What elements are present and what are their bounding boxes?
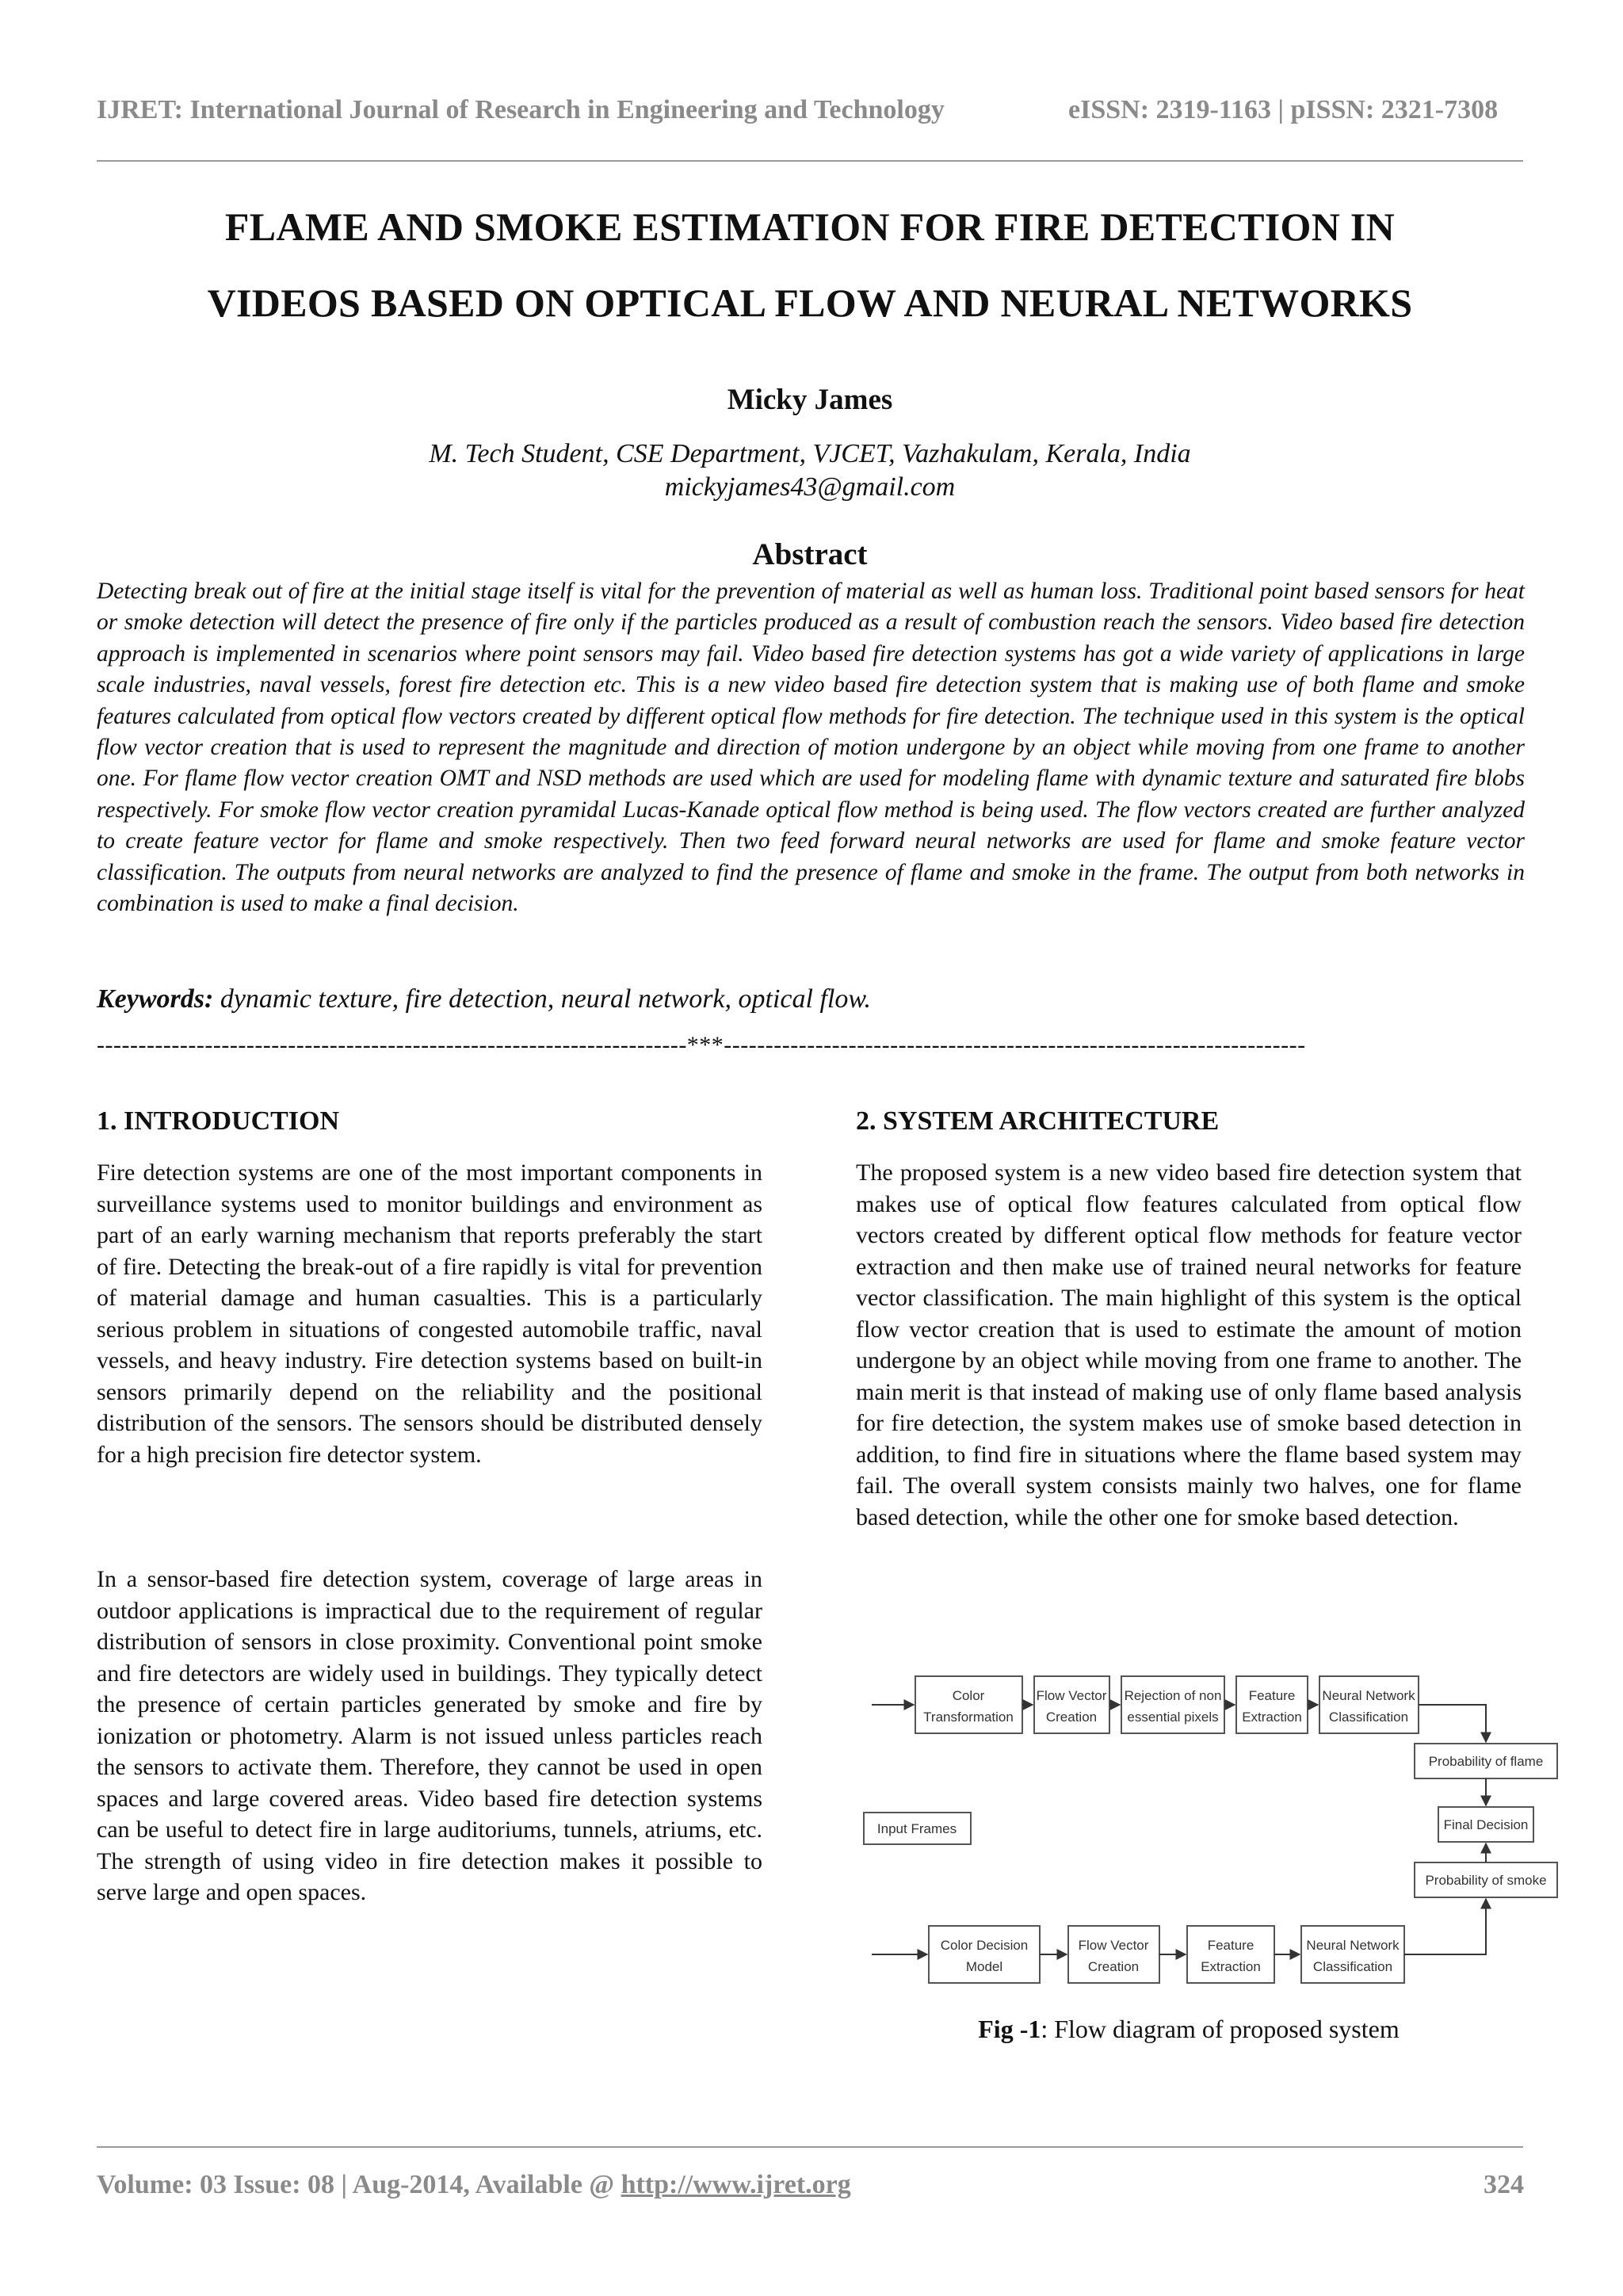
abstract-text: Detecting break out of fire at the initial stage itself is vital for the prevention of material as well as human loss. Traditional point based sensors for heat or smoke detection will detect the presence of fire only if the particles produced as a result of combustion reach the sensors. Video based fire detection approach is implemented in scenarios where point sensors may fail. Video based fire detection systems has got a wide variety of applications in large scale industries, naval vessels, forest fire detection etc. This is a new video based fire detection system that is making use of both flame and smoke features calculated from optical flow vectors created by different optical flow methods for fire detection. The technique used in this system is the optical flow vector creation that is used to represent the magnitude and direction of motion undergone by an object while moving from one frame to another one. For flame flow vector creation OMT and NSD methods are used which are used for modeling flame with dynamic texture and saturated fire blobs respectively. For smoke flow vector creation pyramidal Lucas-Kanade optical flow method is being used. The flow vectors created are further analyzed to create feature vector for flame and smoke respectively. Then two feed forward neural networks are used for flame and smoke feature vector classification. The outputs from neural networks are analyzed to find the presence of flame and smoke in the frame. The output from both networks in combination is used to make a final decision.: [97, 579, 1525, 917]
section-1-para-1: Fire detection systems are one of the most important components in surveillance systems used to monitor buildings and environment as part of an early warning mechanism that reports preferably the start of fire. Detecting the break-out of a fire rapidly is vital for prevention of material damage and human casualties. This is a particularly serious problem in situations of congested automobile traffic, naval vessels, and heavy industry. Fire detection systems based on built-in sensors primarily depend on the reliability and the positional distribution of the sensors. The sensors should be distributed densely for a high precision fire detector system.: [97, 1159, 762, 1468]
box-rejection-pixels: [1121, 1676, 1224, 1733]
box-final-text: Final Decision: [1443, 1817, 1529, 1832]
box-flow-vector-bottom-l2: Creation: [1087, 1959, 1140, 1974]
flow-diagram: [856, 1648, 1547, 2005]
box-neural-network-bottom: [1301, 1926, 1404, 1983]
section-2-para-1: The proposed system is a new video based fire detection system that makes use of optical flow features calculated from optical flow vectors created by different optical flow methods for feature vector extraction and then make use of trained neural networks for feature vector classification. The main highlight of this system is the optical flow vector creation that is used to estimate the amount of motion undergone by an object while moving from one frame to another. The main merit is that instead of making use of only flame based analysis for fire detection, the system makes use of smoke based detection in addition, to find fire in situations where the flame based system may fail. The overall system consists mainly two halves, one for flame based detection, while the other one for smoke based detection.: [856, 1159, 1522, 1530]
box-rejection-l2: essential pixels: [1127, 1710, 1219, 1725]
abstract-heading: Abstract: [752, 537, 868, 571]
box-flow-vector-bottom-l1: Flow Vector: [1078, 1938, 1149, 1953]
box-feature-top-l1: Feature: [1248, 1688, 1296, 1703]
keywords-text: dynamic texture, fire detection, neural network, optical flow.: [213, 984, 871, 1014]
journal-name: IJRET: International Journal of Research in Engineering and Technology: [97, 95, 945, 124]
title-line-2: VIDEOS BASED ON OPTICAL FLOW AND NEURAL NETWORKS: [207, 281, 1413, 325]
box-color-transformation-l2: Transformation: [923, 1710, 1014, 1725]
caption-text: : Flow diagram of proposed system: [1041, 2015, 1400, 2043]
box-feature-extraction-bottom: [1187, 1926, 1274, 1983]
box-prob-flame-text: Probability of flame: [1428, 1754, 1544, 1769]
section-1-para-2: In a sensor-based fire detection system, coverage of large areas in outdoor applications is impractical due to the requirement of regular distribution of sensors in close proximity. Conventional point smoke and fire detectors are widely used in buildings. They typically detect the presence of certain particles generated by smoke and fire by ionization or photometry. Alarm is not issued unless particles reach the sensors to activate them. Therefore, they cannot be used in open spaces and large covered areas. Video based fire detection systems can be useful to detect fire in large auditoriums, tunnels, atriums, etc. The strength of using video in fire detection makes it possible to serve large and open spaces.: [97, 1566, 762, 1905]
box-input-text: Input Frames: [876, 1821, 957, 1836]
box-nn-bottom-l1: Neural Network: [1306, 1938, 1400, 1953]
box-cdm-l2: Model: [965, 1959, 1003, 1974]
box-feature-extraction-top: [1236, 1676, 1308, 1733]
author-affiliation: [97, 437, 1523, 504]
figure-caption: [856, 2015, 1522, 2044]
title-line-1: FLAME AND SMOKE ESTIMATION FOR FIRE DETECTION IN: [224, 204, 1396, 249]
box-flow-vector-top-l1: Flow Vector: [1036, 1688, 1107, 1703]
box-nn-top-l1: Neural Network: [1322, 1688, 1415, 1703]
box-nn-bottom-l2: Classification: [1312, 1959, 1393, 1974]
keywords: [97, 984, 1523, 1014]
issn: eISSN: 2319-1163 | pISSN: 2321-7308: [1068, 95, 1499, 124]
paper-title: [97, 189, 1523, 341]
box-nn-top-l2: Classification: [1328, 1710, 1409, 1725]
box-flow-vector-top-l2: Creation: [1045, 1710, 1098, 1725]
affiliation-text: M. Tech Student, CSE Department, VJCET, Vazhakulam, Kerala, India: [429, 439, 1191, 468]
box-color-transformation-l1: Color: [952, 1688, 985, 1703]
box-flow-vector-creation-top: [1034, 1676, 1109, 1733]
box-color-decision-model: [929, 1926, 1040, 1983]
section-2-heading: 2. SYSTEM ARCHITECTURE: [856, 1106, 1220, 1136]
box-feature-bottom-l1: Feature: [1207, 1938, 1254, 1953]
footer-link[interactable]: http://www.ijret.org: [621, 2170, 851, 2199]
header-rule: [97, 160, 1523, 162]
box-color-transformation: [915, 1676, 1022, 1733]
page-number: 324: [1484, 2170, 1524, 2199]
box-feature-bottom-l2: Extraction: [1201, 1959, 1261, 1974]
footer-volume: [97, 2170, 851, 2200]
footer-volume-text: Volume: 03 Issue: 08 | Aug-2014, Available @: [97, 2170, 621, 2199]
author-name: Micky James: [727, 384, 893, 416]
box-neural-network-top: [1319, 1676, 1419, 1733]
section-separator: -----------------------------------------------------------------------***----------------------------------------------------------------------: [97, 1032, 1306, 1058]
section-1-heading: 1. INTRODUCTION: [97, 1106, 340, 1136]
box-rejection-l1: Rejection of non: [1124, 1688, 1222, 1703]
caption-label: Fig -1: [978, 2015, 1041, 2043]
box-feature-top-l2: Extraction: [1242, 1710, 1302, 1725]
author-email: mickyjames43@gmail.com: [664, 472, 956, 502]
box-prob-smoke-text: Probability of smoke: [1425, 1873, 1547, 1888]
box-flow-vector-creation-bottom: [1068, 1926, 1159, 1983]
footer-rule: [97, 2146, 1523, 2148]
keywords-label: Keywords:: [97, 984, 214, 1014]
box-cdm-l1: Color Decision: [940, 1938, 1029, 1953]
